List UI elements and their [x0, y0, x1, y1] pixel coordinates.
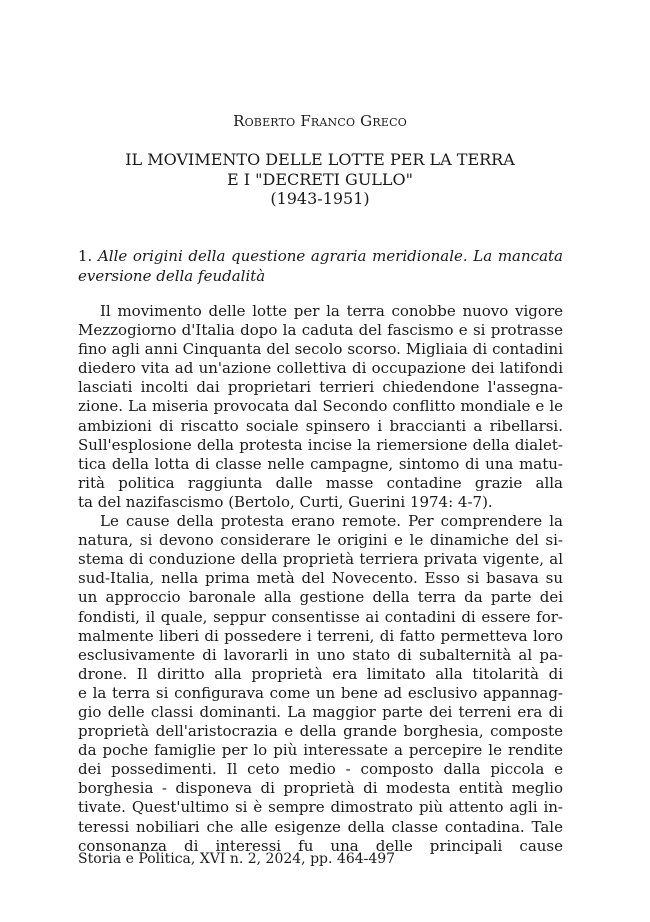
text-line: tica della lotta di classe nelle campagne, sintomo di una matu-	[78, 454, 563, 473]
text-line: malmente liberi di possedere i terreni, di fatto permetteva loro	[78, 626, 563, 645]
text-line: diedero vita ad un'azione collettiva di occupazione dei latifondi	[78, 359, 563, 378]
title-line: IL MOVIMENTO DELLE LOTTE PER LA TERRA	[125, 150, 515, 169]
text-line: stema di conduzione della proprietà terriera privata vigente, al	[78, 550, 563, 569]
text-line: natura, si devono considerare le origini e le dinamiche del si-	[78, 531, 563, 550]
text-line: da poche famiglie per lo più interessate a percepire le rendite	[78, 741, 563, 760]
text-line: proprietà dell'aristocrazia e della grande borghesia, composte	[78, 722, 563, 741]
text-line: drone. Il diritto alla proprietà era limitato alla titolarità di	[78, 664, 563, 683]
text-line: consonanza di interessi fu una delle principali cause	[78, 836, 563, 855]
section-heading-line	[78, 247, 563, 267]
article-title	[0, 150, 640, 209]
text-line: ambizioni di riscatto sociale spinsero i braccianti a ribellarsi.	[78, 416, 563, 435]
section-number: 1.	[78, 247, 93, 265]
citation-footer: Storia e Politica, XVI n. 2, 2024, pp. 464-497	[78, 851, 396, 867]
text-line: dei possedimenti. Il ceto medio - composto dalla piccola e	[78, 760, 563, 779]
text-line: esclusivamente di lavorarli in uno stato di subalternità al pa-	[78, 645, 563, 664]
text-line: zione. La miseria provocata dal Secondo conflitto mondiale e le	[78, 397, 563, 416]
text-line: Sull'esplosione della protesta incise la riemersione della dialet-	[78, 435, 563, 454]
author-name: Roberto Franco Greco	[233, 112, 407, 130]
text-line: lasciati incolti dai proprietari terrieri chiedendone l'assegna-	[78, 378, 563, 397]
text-line: tivate. Quest'ultimo si è sempre dimostrato più attento agli in-	[78, 798, 563, 817]
text-line: borghesia - disponeva di proprietà di modesta entità meglio	[78, 779, 563, 798]
title-line: (1943-1951)	[270, 189, 370, 208]
text-line: sud-Italia, nella prima metà del Novecento. Esso si basava su	[78, 569, 563, 588]
paragraph	[78, 302, 563, 512]
text-line: un approccio baronale alla gestione della terra da parte dei	[78, 588, 563, 607]
section-title-part: Alle origini della questione agraria meridionale. La mancata	[97, 247, 563, 265]
text-line: Le cause della protesta erano remote. Per comprendere la	[100, 512, 563, 531]
text-line: ta del nazifascismo (Bertolo, Curti, Guerini 1974: 4-7).	[78, 492, 493, 511]
text-line: Il movimento delle lotte per la terra conobbe nuovo vigore	[100, 302, 563, 320]
text-line: fondisti, il quale, seppur consentisse ai contadini di essere for-	[78, 607, 563, 626]
section-title-part: eversione della feudalità	[78, 266, 266, 285]
text-line: Mezzogiorno d'Italia dopo la caduta del fascismo e si protrasse	[78, 321, 563, 340]
section-heading	[78, 247, 563, 286]
title-line: E I "DECRETI GULLO"	[226, 169, 414, 189]
paragraph	[78, 512, 563, 856]
text-line: teressi nobiliari che alle esigenze della classe contadina. Tale	[78, 817, 563, 836]
text-line: fino agli anni Cinquanta del secolo scorso. Migliaia di contadini	[78, 340, 563, 359]
text-line: rità politica raggiunta dalle masse contadine grazie alla	[78, 473, 563, 492]
body-text	[78, 302, 563, 856]
text-line: e la terra si configurava come un bene ad esclusivo appannag-	[78, 683, 563, 702]
text-line: gio delle classi dominanti. La maggior parte dei terreni era di	[78, 702, 563, 721]
